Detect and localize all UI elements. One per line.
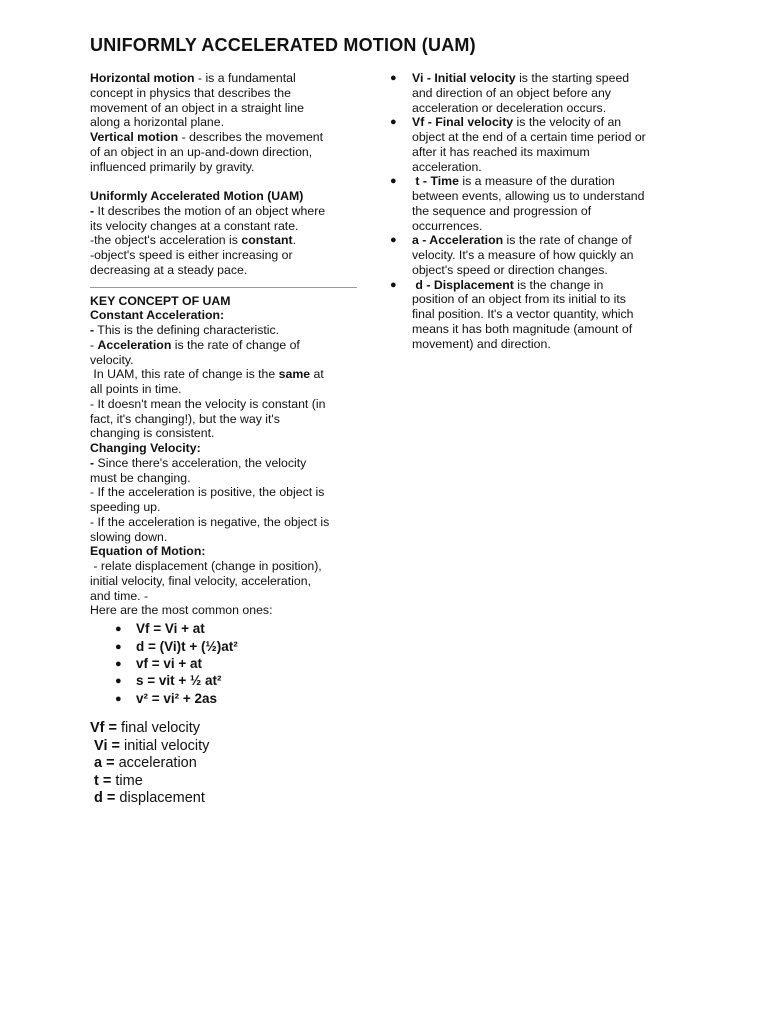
horizontal-motion-term: Horizontal motion: [90, 71, 195, 85]
legend-item: Vi = initial velocity: [94, 737, 210, 754]
vertical-motion-paragraph: Vertical motion - describes the movement of an object in an up-and-down direction, influenced primarily by gravity.: [90, 130, 324, 174]
vertical-motion-term: Vertical motion: [90, 130, 179, 144]
constant-acceleration-heading: Constant Acceleration:: [90, 308, 225, 323]
definition-item-acceleration: ● a - Acceleration is the rate of change of velocity. It's a measure of how quickly an object's speed or direction changes.: [390, 233, 634, 277]
left-column: [90, 71, 362, 808]
page-title: UNIFORMLY ACCELERATED MOTION (UAM): [90, 35, 476, 55]
key-concepts-section: KEY CONCEPT OF UAM Constant Acceleration: - This is the defining characteristic. - Acceleration is the rate of change of velocity. In UAM, this rate of change is the same at all points in time. - It doesn't mean the velocity is constant (in fact, it's changing!), but the way it's changing is consistent. Changing Velocity: - Since there's acceleration, the velocity must be changing. - If the acceleration is positive, the object is speeding up. - If the acceleration is negative, the object is slowing down. Equation of Motion: - relate displacement (change in position), initial velocity, final velocity, acceleration, and time. - Here are the most common ones:: [90, 293, 330, 618]
formula-item: ● vf = vi + at: [90, 656, 362, 673]
legend-item: Vf = final velocity: [90, 719, 201, 736]
uam-heading: Uniformly Accelerated Motion (UAM): [90, 189, 304, 203]
definition-item-initial-velocity: ● Vi - Initial velocity is the starting speed and direction of an object before any acceleration or deceleration occurs.: [390, 71, 630, 115]
definition-item-displacement: ● d - Displacement is the change in position of an object from its initial to its final position. It's a vector quantity, which means it has both magnitude (amount of movement) and direction.: [390, 277, 634, 351]
legend-item: a = acceleration: [94, 755, 197, 772]
key-concept-heading: KEY CONCEPT OF UAM: [90, 293, 231, 308]
bullet-icon: ●: [390, 278, 397, 291]
horizontal-motion-paragraph: Horizontal motion - is a fundamental concept in physics that describes the movement of an object in a straight line along a horizontal plane.: [90, 71, 304, 130]
formula-list: [90, 621, 362, 708]
bullet-icon: ●: [115, 623, 122, 636]
bullet-icon: ●: [115, 675, 122, 688]
equation-of-motion-heading: Equation of Motion:: [90, 544, 206, 559]
bullet-icon: ●: [115, 640, 122, 653]
changing-velocity-heading: Changing Velocity:: [90, 441, 201, 455]
bullet-icon: ●: [115, 658, 122, 671]
bullet-icon: ●: [390, 116, 397, 129]
formula-item: ● s = vit + ½ at²: [90, 673, 362, 690]
variable-legend: [90, 720, 362, 808]
definition-item-final-velocity: ● Vf - Final velocity is the velocity of an object at the end of a certain time period or after it has reached its maximum acceleration.: [390, 115, 646, 174]
definition-item-time: ● t - Time is a measure of the duration between events, allowing us to understand the sequence and progression of occurrences.: [390, 174, 645, 233]
bullet-icon: ●: [390, 72, 397, 84]
section-divider: [90, 287, 357, 288]
legend-item: d = displacement: [94, 790, 205, 807]
formula-item: ● Vf = Vi + at: [90, 621, 362, 638]
bullet-icon: ●: [390, 234, 397, 247]
right-column: [389, 71, 684, 351]
uam-definition: Uniformly Accelerated Motion (UAM) - It describes the motion of an object where its velocity changes at a constant rate. -the object's acceleration is constant. -object's speed is either increasing or decreasing at a steady pace.: [90, 189, 326, 277]
bullet-icon: ●: [390, 175, 397, 188]
formula-item: ● v² = vi² + 2as: [90, 691, 362, 708]
formula-item: ● d = (Vi)t + (½)at²: [90, 638, 362, 655]
bullet-icon: ●: [115, 692, 122, 705]
legend-item: t = time: [94, 772, 143, 789]
